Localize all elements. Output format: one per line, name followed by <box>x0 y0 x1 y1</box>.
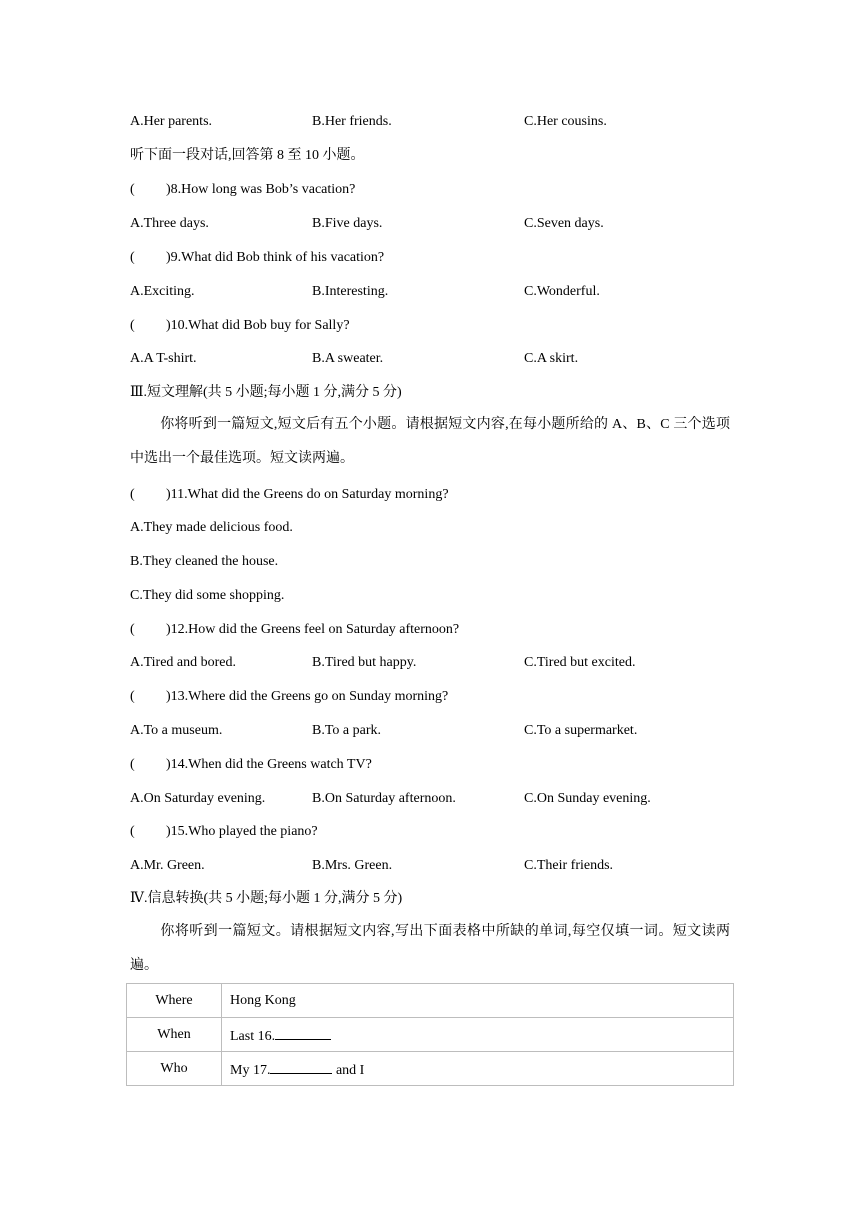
question-15 <box>130 822 318 842</box>
value-suffix: and I <box>332 1062 365 1078</box>
answer-paren: ( <box>130 250 135 265</box>
answer-paren: ( <box>130 824 135 839</box>
q10-option-b: B.A sweater. <box>312 351 384 366</box>
question-text: 14.When did the Greens watch TV? <box>170 757 372 772</box>
table-label-cell: Where <box>127 984 222 1018</box>
q9-option-a: A.Exciting. <box>130 284 195 299</box>
table-value-cell <box>222 1018 734 1052</box>
q7-option-c: C.Her cousins. <box>524 114 607 129</box>
question-text: 10.What did Bob buy for Sally? <box>170 318 350 333</box>
instruction-text: 你将听到一篇短文,短文后有五个小题。请根据短文内容,在每小题所给的 A、B、C 三个选项中选出一个最佳选项。短文读两遍。 <box>130 417 730 466</box>
q15-option-c: C.Their friends. <box>524 858 614 873</box>
value-prefix: My 17. <box>230 1062 271 1078</box>
section-4-title: Ⅳ.信息转换(共 5 小题;每小题 1 分,满分 5 分) <box>130 891 403 906</box>
answer-blank-16[interactable] <box>275 1025 331 1040</box>
q9-option-b: B.Interesting. <box>312 284 389 299</box>
q7-option-b: B.Her friends. <box>312 114 392 129</box>
question-10 <box>130 316 350 336</box>
question-12 <box>130 620 459 640</box>
q14-option-c: C.On Sunday evening. <box>524 791 651 806</box>
dialog-instruction: 听下面一段对话,回答第 8 至 10 小题。 <box>130 148 365 163</box>
answer-paren: ( <box>130 318 135 333</box>
table-value-cell <box>222 1052 734 1086</box>
table-row <box>127 1052 734 1086</box>
q8-option-b: B.Five days. <box>312 216 383 231</box>
q15-option-b: B.Mrs. Green. <box>312 858 393 873</box>
q9-option-c: C.Wonderful. <box>524 284 600 299</box>
q12-option-a: A.Tired and bored. <box>130 655 237 670</box>
question-text: 12.How did the Greens feel on Saturday afternoon? <box>170 622 460 637</box>
q13-option-a: A.To a museum. <box>130 723 223 738</box>
answer-paren: ( <box>130 182 135 197</box>
question-13 <box>130 687 448 707</box>
table-value-cell: Hong Kong <box>222 984 734 1018</box>
table-label-cell: Who <box>127 1052 222 1086</box>
table-label-cell: When <box>127 1018 222 1052</box>
answer-paren: ( <box>130 689 135 704</box>
question-14 <box>130 755 372 775</box>
answer-paren-close: ) <box>166 250 171 265</box>
answer-paren: ( <box>130 622 135 637</box>
section-3-title: Ⅲ.短文理解(共 5 小题;每小题 1 分,满分 5 分) <box>130 385 402 400</box>
question-text: 11.What did the Greens do on Saturday morning? <box>170 487 449 502</box>
answer-blank-17[interactable] <box>270 1059 332 1074</box>
answer-paren-close: ) <box>166 487 171 502</box>
q11-option-c: C.They did some shopping. <box>130 588 285 603</box>
answer-paren-close: ) <box>166 757 171 772</box>
q15-option-a: A.Mr. Green. <box>130 858 205 873</box>
q10-option-a: A.A T-shirt. <box>130 351 197 366</box>
table-row <box>127 1018 734 1052</box>
question-text: 8.How long was Bob’s vacation? <box>170 182 356 197</box>
question-9 <box>130 248 384 268</box>
q10-option-c: C.A skirt. <box>524 351 579 366</box>
answer-paren-close: ) <box>166 622 171 637</box>
q14-option-a: A.On Saturday evening. <box>130 791 266 806</box>
q13-option-b: B.To a park. <box>312 723 382 738</box>
question-11 <box>130 485 449 505</box>
q8-option-c: C.Seven days. <box>524 216 604 231</box>
answer-paren-close: ) <box>166 182 171 197</box>
q8-option-a: A.Three days. <box>130 216 209 231</box>
instruction-text: 你将听到一篇短文。请根据短文内容,写出下面表格中所缺的单词,每空仅填一词。短文读两遍。 <box>130 924 730 973</box>
value-prefix: Last 16. <box>230 1028 276 1044</box>
q14-option-b: B.On Saturday afternoon. <box>312 791 456 806</box>
q13-option-c: C.To a supermarket. <box>524 723 638 738</box>
question-text: 13.Where did the Greens go on Sunday morning? <box>170 689 449 704</box>
question-8 <box>130 180 355 200</box>
question-text: 15.Who played the piano? <box>170 824 318 839</box>
q7-option-a: A.Her parents. <box>130 114 213 129</box>
answer-paren: ( <box>130 487 135 502</box>
table-row <box>127 984 734 1018</box>
info-table <box>126 983 734 1086</box>
section-4-instruction <box>130 915 730 983</box>
answer-paren-close: ) <box>166 824 171 839</box>
q11-option-a: A.They made delicious food. <box>130 520 293 535</box>
answer-paren-close: ) <box>166 318 171 333</box>
q11-option-b: B.They cleaned the house. <box>130 554 279 569</box>
q12-option-c: C.Tired but excited. <box>524 655 636 670</box>
section-3-instruction <box>130 408 730 476</box>
q12-option-b: B.Tired but happy. <box>312 655 417 670</box>
answer-paren: ( <box>130 757 135 772</box>
answer-paren-close: ) <box>166 689 171 704</box>
question-text: 9.What did Bob think of his vacation? <box>170 250 385 265</box>
